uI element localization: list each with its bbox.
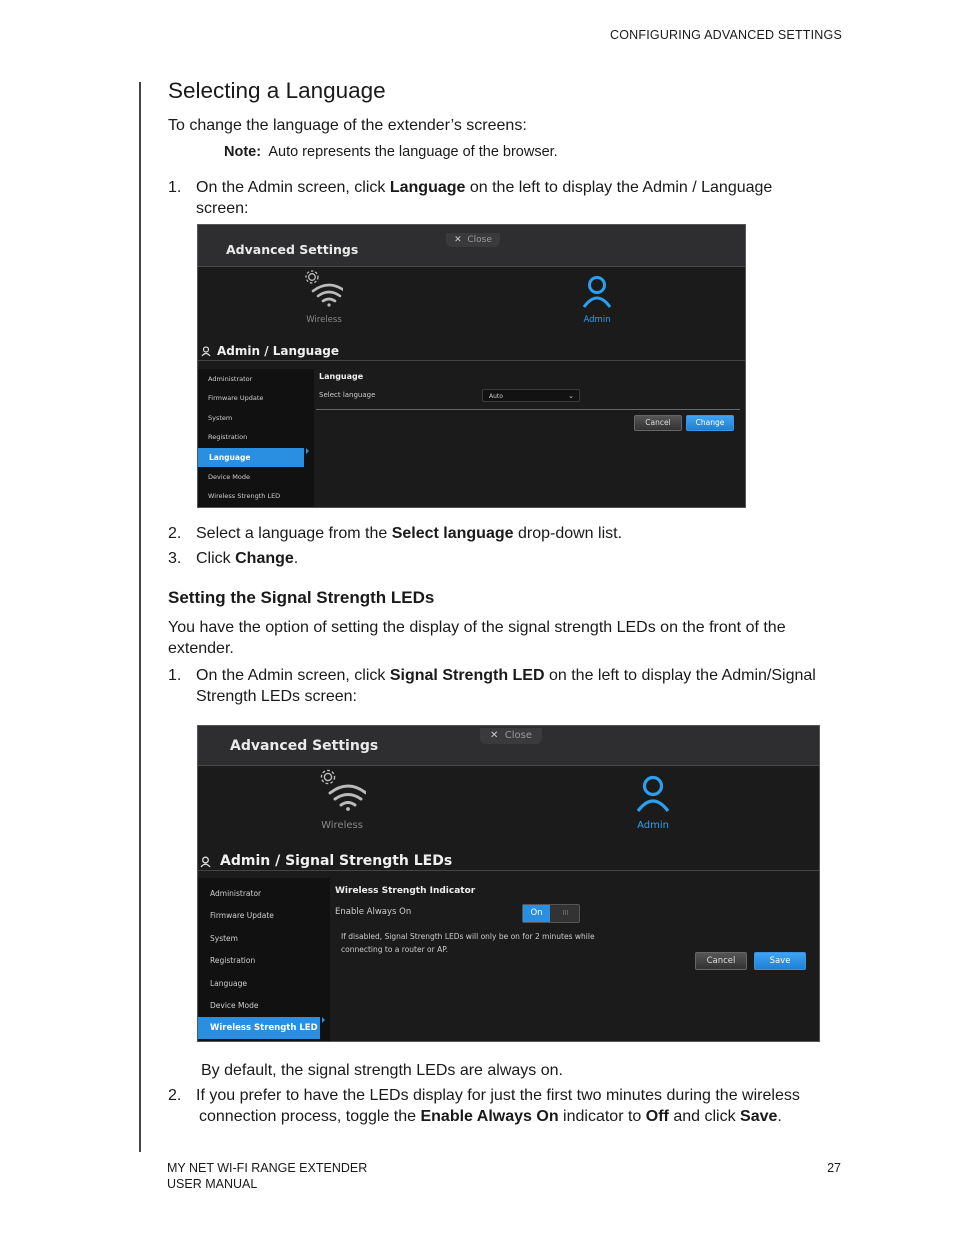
- running-header: CONFIGURING ADVANCED SETTINGS: [610, 28, 842, 42]
- cancel-button[interactable]: Cancel: [634, 415, 682, 431]
- sidebar-item-device-mode[interactable]: Device Mode: [210, 1001, 259, 1010]
- step-text-part: screen:: [196, 199, 249, 217]
- step-text: [196, 666, 856, 707]
- panel-heading: Language: [319, 372, 364, 381]
- panel-title: Advanced Settings: [226, 242, 359, 257]
- step-text: [196, 524, 622, 545]
- note-label: Note:: [224, 144, 262, 160]
- help-line: If disabled, Signal Strength LEDs will only be on for 2 minutes while: [341, 932, 595, 941]
- enable-always-on-toggle[interactable]: [522, 904, 580, 923]
- wifi-icon: [313, 285, 343, 307]
- sidebar-item-administrator[interactable]: Administrator: [210, 889, 262, 898]
- step-text-part: If you prefer to have the LEDs display for just the first two minutes during the wireless: [196, 1087, 800, 1104]
- gear-icon: [306, 271, 318, 283]
- step-text-bold: Change: [235, 550, 294, 567]
- step-text: [196, 1086, 856, 1107]
- close-label: Close: [467, 235, 492, 245]
- step-number: 2.: [168, 1087, 182, 1104]
- close-label: Close: [504, 730, 532, 741]
- step-text-part: .: [777, 1108, 782, 1125]
- language-select[interactable]: [482, 389, 580, 402]
- sidebar-item-administrator[interactable]: Administrator: [208, 375, 253, 383]
- user-small-icon: [200, 856, 211, 868]
- step-number: 1.: [168, 179, 182, 196]
- step-text-bold: Off: [645, 1108, 669, 1125]
- step-text: [199, 1107, 859, 1128]
- intro-line: You have the option of setting the display of the signal strength LEDs on the front of the: [168, 619, 786, 636]
- step-text-part: and click: [668, 1108, 741, 1125]
- toggle-on: On: [523, 905, 550, 922]
- step-text-part: On the Admin screen, click: [196, 179, 390, 196]
- cancel-button[interactable]: Cancel: [695, 952, 747, 970]
- footer-line: MY NET WI-FI RANGE EXTENDER: [167, 1161, 368, 1175]
- step-text-part: drop-down list.: [513, 525, 623, 542]
- sidebar-item-language[interactable]: Language: [210, 979, 248, 988]
- close-tab[interactable]: [446, 233, 500, 247]
- sidebar-item-system[interactable]: System: [208, 414, 233, 422]
- sidebar-item-registration[interactable]: Registration: [208, 433, 248, 441]
- step-text-part: On the Admin screen, click: [196, 667, 390, 684]
- sidebar-item-device-mode[interactable]: Device Mode: [208, 473, 251, 481]
- field-label: Select language: [319, 391, 376, 399]
- note-text: Auto represents the language of the browser.: [268, 144, 558, 160]
- help-text: [341, 931, 595, 956]
- sidebar-item-registration[interactable]: Registration: [210, 956, 256, 965]
- sidebar-item-wireless-strength-led[interactable]: Wireless Strength LED: [198, 1017, 320, 1039]
- user-small-icon: [201, 346, 211, 357]
- step-text-part: Click: [196, 550, 236, 567]
- intro-line: extender.: [168, 639, 234, 657]
- after-shot-text: By default, the signal strength LEDs are always on.: [201, 1062, 563, 1079]
- gear-icon: [321, 770, 334, 783]
- sidebar-item-firmware-update[interactable]: Firmware Update: [208, 394, 264, 402]
- step-text-part: Strength LEDs screen:: [196, 687, 357, 705]
- admin-language-screenshot: [197, 224, 746, 508]
- section-title: Admin / Signal Strength LEDs: [220, 853, 453, 869]
- select-value: Auto: [489, 393, 503, 400]
- close-icon: ✕: [490, 730, 499, 741]
- step-text-bold: Enable Always On: [420, 1108, 559, 1125]
- close-icon: ✕: [454, 235, 462, 245]
- section-title-signal-leds: Setting the Signal Strength LEDs: [168, 588, 435, 607]
- section-title-language: Selecting a Language: [168, 78, 386, 103]
- change-button[interactable]: Change: [686, 415, 734, 431]
- admin-signal-leds-screenshot: [197, 725, 820, 1042]
- step-number: 1.: [168, 667, 182, 684]
- wireless-label: Wireless: [321, 820, 363, 831]
- section-title: Admin / Language: [217, 344, 340, 358]
- wireless-label: Wireless: [306, 315, 342, 325]
- step-text: [196, 178, 836, 219]
- sidebar-item-firmware-update[interactable]: Firmware Update: [210, 911, 274, 920]
- sidebar-item-wireless-strength-led[interactable]: Wireless Strength LED: [208, 492, 281, 500]
- step-text-part: on the left to display the Admin/Signal: [544, 667, 816, 684]
- step-text-part: .: [293, 550, 299, 567]
- step-text-bold: Signal Strength LED: [389, 667, 545, 684]
- sidebar-item-system[interactable]: System: [210, 934, 238, 943]
- help-line: connecting to a router or AP.: [341, 944, 448, 954]
- field-label: Enable Always On: [335, 907, 412, 917]
- user-icon[interactable]: [581, 275, 613, 309]
- margin-rule: [139, 82, 141, 1152]
- panel-title: Advanced Settings: [230, 738, 379, 754]
- admin-label: Admin: [637, 820, 669, 831]
- admin-label: Admin: [583, 315, 611, 325]
- page-number: 27: [827, 1161, 841, 1175]
- panel-heading: Wireless Strength Indicator: [335, 886, 476, 896]
- step-text-part: connection process, toggle the: [199, 1108, 421, 1125]
- step-text: [196, 549, 298, 570]
- note: [224, 144, 558, 160]
- footer-title: [167, 1161, 367, 1192]
- divider: [316, 409, 740, 410]
- intro-text: [168, 618, 848, 659]
- close-tab[interactable]: [480, 728, 542, 744]
- step-text-bold: Language: [389, 179, 466, 196]
- wireless-icon[interactable]: [318, 768, 366, 814]
- step-number: 3.: [168, 550, 182, 567]
- intro-text: To change the language of the extender’s screens:: [168, 117, 527, 134]
- step-text-part: on the left to display the Admin / Language: [465, 179, 773, 196]
- footer-line: USER MANUAL: [167, 1176, 258, 1191]
- toggle-grip: III: [562, 909, 569, 917]
- chevron-down-icon: ⌄: [568, 392, 574, 400]
- step-text-bold: Select language: [391, 525, 514, 542]
- section-header: [198, 847, 819, 871]
- step-number: 2.: [168, 525, 182, 542]
- section-header: [198, 337, 745, 361]
- user-icon[interactable]: [635, 775, 671, 813]
- save-button[interactable]: Save: [754, 952, 806, 970]
- step-text-part: Select a language from the: [196, 525, 392, 542]
- step-text-bold: Save: [740, 1108, 778, 1125]
- sidebar-item-language[interactable]: Language: [198, 448, 304, 467]
- wireless-icon[interactable]: [303, 269, 343, 309]
- wifi-icon: [330, 786, 366, 811]
- step-text-part: indicator to: [558, 1108, 646, 1125]
